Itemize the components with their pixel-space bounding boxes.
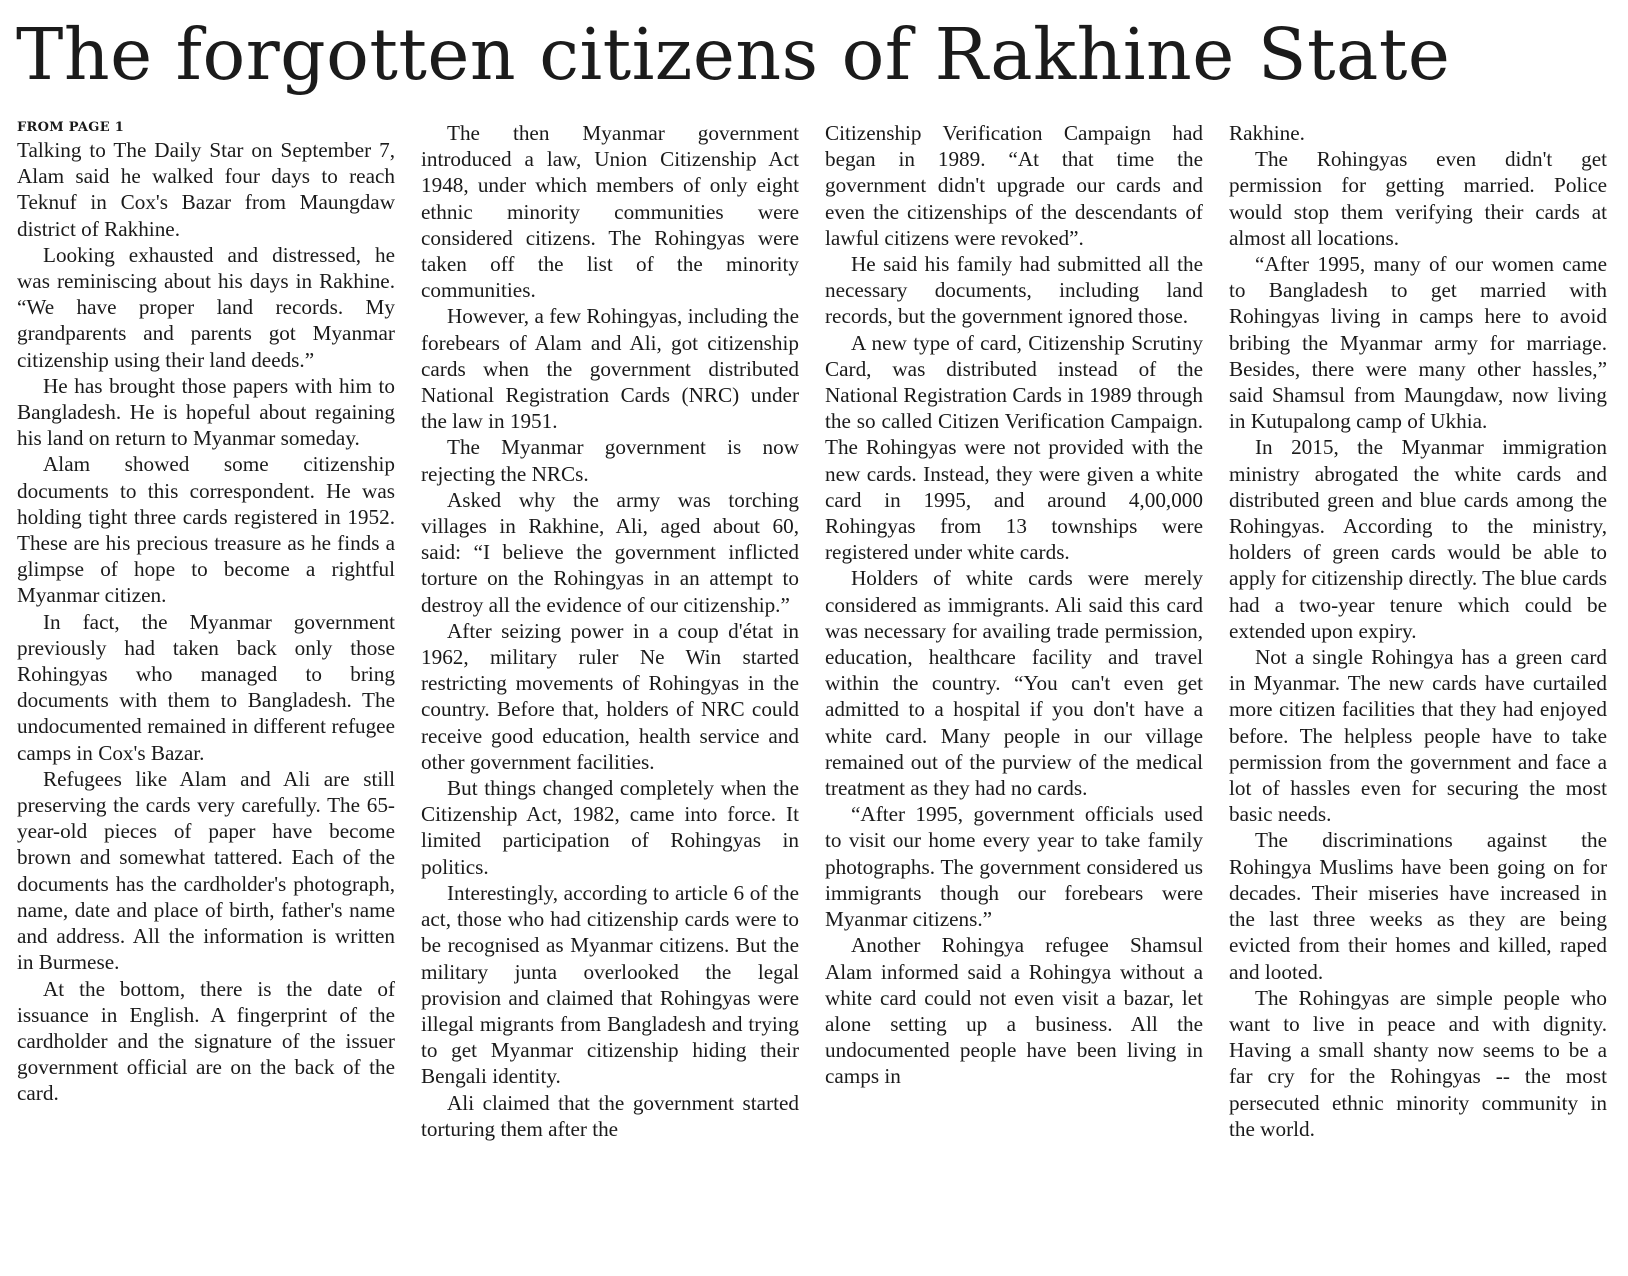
paragraph: The discriminations against the Rohingya Muslims have been going on for decades. Their miseries have increased in the last three weeks as they are being evicted from their homes and killed, raped and looted. — [1229, 828, 1607, 984]
column-1 — [17, 120, 395, 1270]
paragraph: Another Rohingya refugee Shamsul Alam informed said a Rohingya without a white card could not even visit a bazar, let alone setting up a business. All the undocumented people have been living in camps in — [825, 933, 1203, 1089]
paragraph: In 2015, the Myanmar immigration ministry abrogated the white cards and distributed green and blue cards among the Rohingyas. According to the ministry, holders of green cards would be able to apply for citizenship directly. The blue cards had a two-year tenure which could be extended upon expiry. — [1229, 435, 1607, 643]
continued-from-label: FROM PAGE 1 — [17, 120, 125, 135]
paragraph: The Rohingyas even didn't get permission for getting married. Police would stop them verifying their cards at almost all locations. — [1229, 147, 1607, 250]
paragraph: “After 1995, many of our women came to Bangladesh to get married with Rohingyas living in camps here to avoid bribing the Myanmar army for marriage. Besides, there were many other hassles,” said Shamsul from Maungdaw, now living in Kutupalong camp of Ukhia. — [1229, 252, 1607, 434]
paragraph: In fact, the Myanmar government previously had taken back only those Rohingyas who managed to bring documents with them to Bangladesh. The undocumented remained in different refugee camps in Cox's Bazar. — [17, 609, 395, 765]
paragraph: The Rohingyas are simple people who want to live in peace and with dignity. Having a small shanty now seems to be a far cry for the Rohingyas -- the most persecuted ethnic minority community in the world. — [1229, 985, 1607, 1141]
paragraph: Talking to The Daily Star on September 7, Alam said he walked four days to reach Teknuf in Cox's Bazar from Maungdaw district of Rakhine. — [17, 138, 395, 241]
paragraph: The Myanmar government is now rejecting the NRCs. — [421, 435, 799, 486]
column-2 — [421, 120, 799, 1270]
paragraph: At the bottom, there is the date of issuance in English. A fingerprint of the cardholder and the signature of the issuer government official are on the back of the card. — [17, 976, 395, 1106]
paragraph: However, a few Rohingyas, including the forebears of Alam and Ali, got citizenship cards when the government distributed National Registration Cards (NRC) under the law in 1951. — [421, 304, 799, 434]
paragraph: After seizing power in a coup d'état in 1962, military ruler Ne Win started restricting movements of Rohingyas in the country. Before that, holders of NRC could receive good education, health service and other government facilities. — [421, 618, 799, 774]
paragraph: Looking exhausted and distressed, he was reminiscing about his days in Rakhine. “We have proper land records. My grandparents and parents got Myanmar citizenship using their land deeds.” — [17, 242, 395, 372]
paragraph: Asked why the army was torching villages in Rakhine, Ali, aged about 60, said: “I believe the government inflicted torture on the Rohingyas in an attempt to destroy all the evidence of our citizenship.” — [421, 487, 799, 617]
paragraph: Not a single Rohingya has a green card in Myanmar. The new cards have curtailed more citizen facilities that they had enjoyed before. The helpless people have to take permission from the government and face a lot of hassles even for securing the most basic needs. — [1229, 645, 1607, 827]
paragraph: He has brought those papers with him to Bangladesh. He is hopeful about regaining his land on return to Myanmar someday. — [17, 373, 395, 451]
column-3 — [825, 120, 1203, 1270]
paragraph: Holders of white cards were merely considered as immigrants. Ali said this card was necessary for availing trade permission, education, healthcare facility and travel within the country. “You can't even get admitted to a hospital if you don't have a white card. Many people in our village remained out of the purview of the medical treatment as they had no cards. — [825, 566, 1203, 801]
paragraph: Alam showed some citizenship documents to this correspondent. He was holding tight three cards registered in 1952. These are his precious treasure as he finds a glimpse of hope to become a rightful Myanmar citizen. — [17, 452, 395, 608]
paragraph: Citizenship Verification Campaign had began in 1989. “At that time the government didn't upgrade our cards and even the citizenships of the descendants of lawful citizens were revoked”. — [825, 121, 1203, 250]
paragraph: Interestingly, according to article 6 of the act, those who had citizenship cards were to be recognised as Myanmar citizens. But the military junta overlooked the legal provision and claimed that Rohingyas were illegal migrants from Bangladesh and trying to get Myanmar citizenship hiding their Bengali identity. — [421, 880, 799, 1089]
paragraph: A new type of card, Citizenship Scrutiny Card, was distributed instead of the National Registration Cards in 1989 through the so called Citizen Verification Campaign. The Rohingyas were not provided with the new cards. Instead, they were given a white card in 1995, and around 4,00,000 Rohingyas from 13 townships were registered under white cards. — [825, 330, 1203, 565]
paragraph: The then Myanmar government introduced a law, Union Citizenship Act 1948, under which members of only eight ethnic minority communities were considered citizens. The Rohingyas were taken off the list of the minority communities. — [421, 121, 799, 303]
paragraph: He said his family had submitted all the necessary documents, including land records, but the government ignored those. — [825, 252, 1203, 329]
paragraph: “After 1995, government officials used to visit our home every year to take family photographs. The government considered us immigrants though our forebears were Myanmar citizens.” — [825, 802, 1203, 932]
column-4 — [1229, 120, 1607, 1270]
paragraph: Rakhine. — [1229, 121, 1305, 145]
paragraph: But things changed completely when the Citizenship Act, 1982, came into force. It limited participation of Rohingyas in politics. — [421, 776, 799, 879]
paragraph: Ali claimed that the government started torturing them after the — [421, 1090, 799, 1141]
paragraph: Refugees like Alam and Ali are still preserving the cards very carefully. The 65-year-old pieces of paper have become brown and somewhat tattered. Each of the documents has the cardholder's photograph, name, date and place of birth, father's name and address. All the information is written in Burmese. — [17, 766, 395, 975]
article-body — [17, 120, 1620, 1270]
article-headline: The forgotten citizens of Rakhine State — [16, 13, 1451, 96]
